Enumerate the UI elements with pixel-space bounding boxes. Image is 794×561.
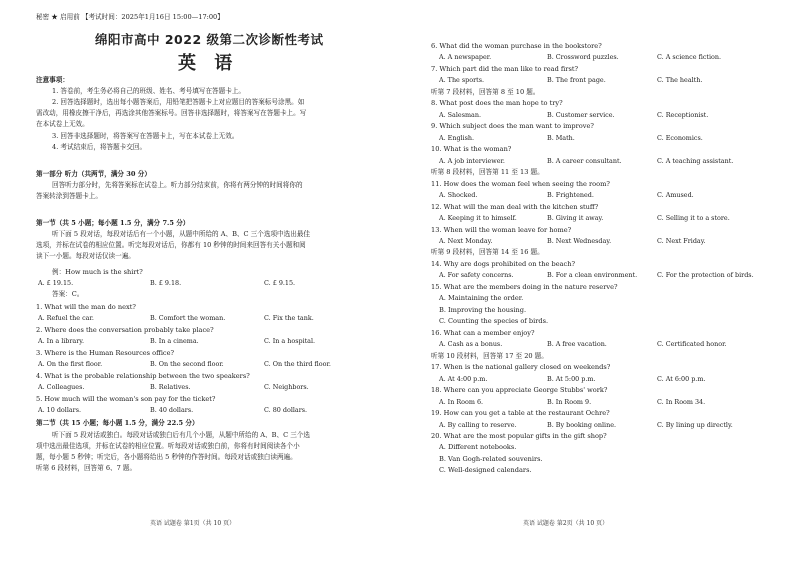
- section1-desc-1: 听下面 5 段对话，每段对话后有一个小题，从题中所给的 A、B、C 三个选项中选出最佳: [52, 230, 311, 238]
- option-a: A. Salesman.: [439, 110, 481, 119]
- option-a: A. Cash as a bonus.: [439, 340, 503, 349]
- option-b: B. A free vacation.: [547, 340, 607, 349]
- section2-desc-2: 项中选出最佳选项，并标在试卷的相应位置。听每段对话或独白前，你将有时间阅读各个小: [36, 442, 300, 450]
- right-line: 15. What are the members doing in the nature reserve?: [431, 282, 618, 291]
- option-b: B. The front page.: [547, 76, 606, 85]
- option-c: C. Next Friday.: [657, 236, 706, 245]
- right-line: C. Counting the species of birds.: [439, 317, 549, 326]
- part1-desc-2: 答案转涂到答题卡上。: [36, 192, 102, 200]
- right-line: 6. What did the woman purchase in the bookstore?: [431, 42, 602, 50]
- example-answer: 答案：C。: [52, 290, 84, 298]
- example-option-b: B. £ 9.18.: [150, 279, 182, 287]
- right-line: 10. What is the woman?: [431, 145, 512, 154]
- q3-option-a: A. On the first floor.: [38, 360, 103, 368]
- section2-desc-1: 听下面 5 段对话或独白。每段对话或独白后有几个小题，从题中所给的 A、B、C 三个选: [52, 431, 311, 439]
- right-line: 8. What post does the man hope to try?: [431, 99, 563, 108]
- option-b: B. Crossword puzzles.: [547, 53, 619, 62]
- option-a: A. The sports.: [439, 76, 485, 85]
- option-b: B. Frightened.: [547, 191, 594, 200]
- q4-option-b: B. Relatives.: [150, 383, 191, 391]
- section1-desc-3: 读下一小题。每段对话仅读一遍。: [36, 252, 135, 260]
- question-5: 5. How much will the woman's son pay for the ticket?: [36, 395, 216, 403]
- option-a: A. A job interviewer.: [439, 156, 505, 165]
- part1-desc-1: 回答听力部分时，先将答案标在试卷上。听力部分结束前，你将有两分钟的时间将你的: [52, 181, 303, 189]
- option-c: C. A teaching assistant.: [657, 156, 734, 165]
- page-right: [397, 0, 794, 561]
- option-a: A. By calling to reserve.: [439, 420, 517, 429]
- option-b: B. Customer service.: [547, 110, 615, 119]
- page-footer-right: 英语 试题卷 第2页（共 10 页）: [523, 520, 609, 527]
- option-b: B. Giving it away.: [547, 214, 604, 223]
- option-c: C. Economics.: [657, 133, 703, 142]
- question-2: 2. Where does the conversation probably take place?: [36, 326, 214, 334]
- q2-option-b: B. In a cinema.: [150, 337, 199, 345]
- q4-option-a: A. Colleagues.: [38, 383, 85, 391]
- subject-title: 英 语: [178, 53, 239, 74]
- q5-option-c: C. 80 dollars.: [264, 406, 308, 414]
- q5-option-a: A. 10 dollars.: [38, 406, 82, 414]
- option-b: B. At 5:00 p.m.: [547, 374, 596, 383]
- q3-option-c: C. On the third floor.: [264, 360, 331, 368]
- section2-heading: 第二节（共 15 小题；每小题 1.5 分，满分 22.5 分）: [36, 419, 199, 427]
- option-a: A. At 4:00 p.m.: [439, 374, 488, 383]
- option-c: C. By lining up directly.: [657, 420, 733, 429]
- section2-desc-3: 题，每小题 5 秒钟；听完后，各小题将给出 5 秒钟的作答时间。每段对话或独白读两遍。: [36, 453, 297, 461]
- option-a: A. A newspaper.: [439, 53, 492, 62]
- option-c: C. The health.: [657, 76, 703, 85]
- exam-title: 绵阳市高中 2022 级第二次诊断性考试: [95, 32, 324, 47]
- option-a: A. Next Monday.: [439, 236, 493, 245]
- right-line: C. Well-designed calendars.: [439, 466, 532, 475]
- example-option-c: C. £ 9.15.: [264, 279, 296, 287]
- exam-header: 秘密 ★ 启用前 【考试时间：2025年1月16日 15:00—17:00】: [36, 13, 224, 21]
- option-c: C. For the protection of birds.: [657, 271, 754, 280]
- section2-desc-4: 听第 6 段材料，回答第 6、7 题。: [36, 464, 137, 472]
- right-line: 16. What can a member enjoy?: [431, 328, 535, 337]
- q2-option-c: C. In a hospital.: [264, 337, 316, 345]
- example-question: 例：How much is the shirt?: [52, 268, 143, 276]
- page-footer-left: 英语 试题卷 第1页（共 10 页）: [150, 520, 236, 527]
- q5-option-b: B. 40 dollars.: [150, 406, 194, 414]
- right-line: B. Improving the housing.: [439, 305, 527, 314]
- right-line: 13. When will the woman leave for home?: [431, 225, 572, 234]
- notice-4: 4. 考试结束后，将答题卡交回。: [52, 143, 147, 151]
- section1-desc-2: 选项，并标在试卷的相应位置。听完每段对话后，你都有 10 秒钟的时间来回答有关小题和阅: [36, 241, 306, 249]
- option-c: C. Selling it to a store.: [657, 214, 730, 223]
- notice-3: 3. 回答非选择题时，将答案写在答题卡上，写在本试卷上无效。: [52, 132, 239, 140]
- right-line: 听第 7 段材料，回答第 8 至 10 题。: [431, 87, 540, 96]
- part1-heading: 第一部分 听力（共两节，满分 30 分）: [36, 170, 151, 178]
- q1-option-a: A. Refuel the car.: [38, 314, 94, 322]
- option-c: C. Amused.: [657, 191, 694, 200]
- q4-option-c: C. Neighbors.: [264, 383, 309, 391]
- question-1: 1. What will the man do next?: [36, 303, 136, 311]
- q1-option-c: C. Fix the tank.: [264, 314, 314, 322]
- section1-heading: 第一节（共 5 小题；每小题 1.5 分，满分 7.5 分）: [36, 219, 190, 227]
- option-a: A. Keeping it to himself.: [439, 214, 517, 223]
- right-line: B. Van Gogh-related souvenirs.: [439, 454, 543, 463]
- option-a: A. For safety concerns.: [439, 271, 514, 280]
- right-line: A. Different notebooks.: [439, 443, 517, 452]
- option-b: B. For a clean environment.: [547, 271, 638, 280]
- option-a: A. Shocked.: [439, 191, 478, 200]
- right-line: 19. How can you get a table at the restaurant Ochre?: [431, 409, 610, 418]
- right-line: 听第 8 段材料，回答第 11 至 13 题。: [431, 168, 544, 177]
- q1-option-b: B. Comfort the woman.: [150, 314, 226, 322]
- question-3: 3. Where is the Human Resources office?: [36, 349, 175, 357]
- option-c: C. In Room 34.: [657, 397, 706, 406]
- option-a: A. In Room 6.: [439, 397, 484, 406]
- right-line: 12. What will the man deal with the kitchen stuff?: [431, 202, 599, 211]
- q2-option-a: A. In a library.: [38, 337, 85, 345]
- option-c: C. At 6:00 p.m.: [657, 374, 706, 383]
- notice-2-end: 在本试卷上无效。: [36, 120, 89, 128]
- option-b: B. Next Wednesday.: [547, 236, 612, 245]
- right-line: A. Maintaining the order.: [439, 294, 524, 303]
- notice-2: 2. 回答选择题时，选出每小题答案后，用铅笔把答题卡上对应题目的答案标号涂黑。如: [52, 98, 305, 106]
- notice-1: 1. 答卷前，考生务必将自己的班级、姓名、考号填写在答题卡上。: [52, 87, 246, 95]
- right-line: 11. How does the woman feel when seeing the room?: [431, 179, 610, 188]
- notice-2-cont: 需改动，用橡皮擦干净后，再选涂其他答案标号。回答非选择题时，将答案写在答题卡上。写: [36, 109, 307, 117]
- option-a: A. English.: [439, 133, 475, 142]
- example-option-a: A. £ 19.15.: [38, 279, 74, 287]
- option-b: B. Math.: [547, 133, 575, 142]
- right-line: 18. Where can you appreciate George Stubbs' work?: [431, 386, 608, 395]
- option-c: C. Certificated honor.: [657, 340, 727, 349]
- option-b: B. In Room 9.: [547, 397, 592, 406]
- option-b: B. By booking online.: [547, 420, 617, 429]
- question-4: 4. What is the probable relationship between the two speakers?: [36, 372, 250, 380]
- right-line: 7. Which part did the man like to read first?: [431, 64, 579, 73]
- q3-option-b: B. On the second floor.: [150, 360, 224, 368]
- right-line: 14. Why are dogs prohibited on the beach?: [431, 259, 576, 268]
- right-line: 9. Which subject does the man want to improve?: [431, 122, 594, 131]
- right-line: 20. What are the most popular gifts in the gift shop?: [431, 431, 607, 440]
- right-line: 17. When is the national gallery closed on weekends?: [431, 363, 611, 372]
- option-b: B. A career consultant.: [547, 156, 622, 165]
- notice-heading: 注意事项：: [36, 76, 69, 84]
- option-c: C. A science fiction.: [657, 53, 722, 62]
- right-line: 听第 9 段材料，回答第 14 至 16 题。: [431, 248, 544, 257]
- option-c: C. Receptionist.: [657, 110, 709, 119]
- right-line: 听第 10 段材料，回答第 17 至 20 题。: [431, 351, 548, 360]
